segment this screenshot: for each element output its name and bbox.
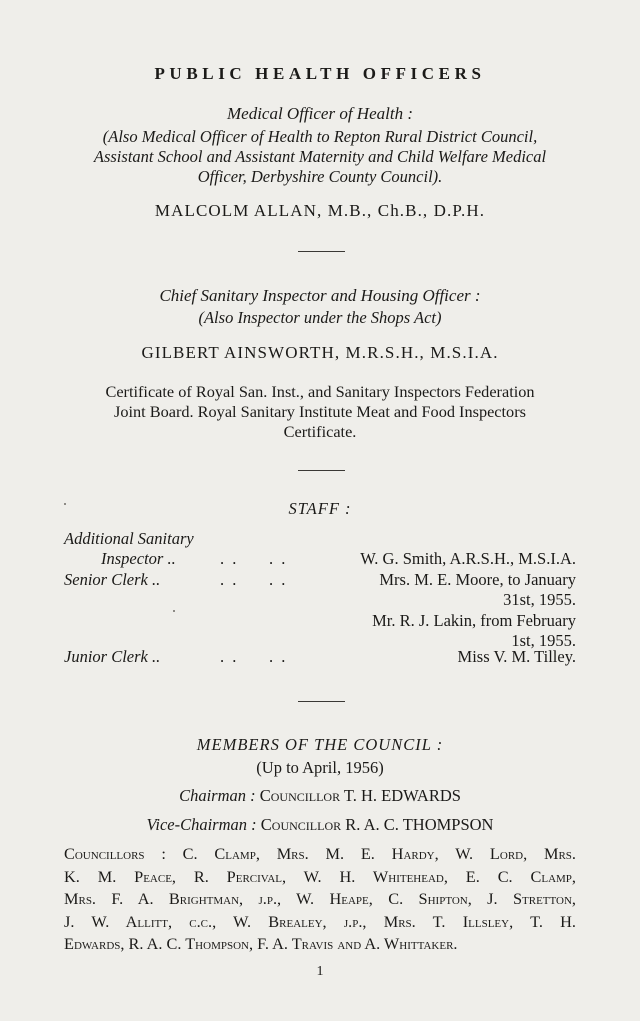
moh-note-line: Officer, Derbyshire County Council). (197, 167, 443, 186)
staff-title: STAFF : (288, 499, 352, 518)
chairman-line (0, 786, 640, 806)
staff-member (360, 549, 576, 569)
vice-chairman-line (0, 815, 640, 835)
councillors-line: Edwards, R. A. C. Thompson, F. A. Travis and A. Whittaker. (64, 934, 458, 953)
council-period: (Up to April, 1956) (256, 758, 384, 777)
chairman-name: Councillor T. H. EDWARDS (259, 786, 461, 805)
csi-title: Chief Sanitary Inspector and Housing Officer : (159, 286, 481, 305)
council-title: MEMBERS OF THE COUNCIL : (196, 735, 444, 754)
staff-member-line: Mrs. M. E. Moore, to January (379, 570, 576, 589)
csi-certificate-line: Certificate. (283, 422, 357, 441)
staff-role (64, 570, 160, 590)
staff-member-line: Mr. R. J. Lakin, from February (372, 611, 576, 630)
councillors-list (64, 843, 576, 956)
section-divider (298, 251, 345, 252)
page-heading: PUBLIC HEALTH OFFICERS (154, 64, 486, 83)
staff-role-line: Senior Clerk .. (64, 570, 161, 589)
section-divider (298, 470, 345, 471)
staff-role (64, 647, 160, 667)
councillors-line: K. M. Peace, R. Percival, W. H. Whitehead, E. C. Clamp, (64, 866, 576, 886)
leader-dots: . . . . (220, 647, 288, 666)
leader-dots: . . . . (220, 570, 288, 589)
moh-title: Medical Officer of Health : (226, 104, 413, 123)
section-divider (298, 701, 345, 702)
moh-name: MALCOLM ALLAN, M.B., Ch.B., D.P.H. (154, 201, 486, 220)
staff-role (64, 529, 194, 569)
staff-member (372, 611, 576, 651)
staff-member (379, 570, 576, 610)
csi-certificate (0, 382, 640, 442)
councillors-line: Councillors : C. Clamp, Mrs. M. E. Hardy, W. Lord, Mrs. (64, 844, 576, 863)
staff-role-line: Inspector .. (101, 549, 176, 568)
leader-dots: . . . . (220, 549, 288, 568)
print-speck (64, 503, 66, 505)
vice-chairman-name: Councillor R. A. C. THOMPSON (260, 815, 494, 834)
csi-certificate-line: Joint Board. Royal Sanitary Institute Meat and Food Inspectors (114, 402, 526, 421)
csi-name: GILBERT AINSWORTH, M.R.S.H., M.S.I.A. (141, 343, 499, 362)
csi-certificate-line: Certificate of Royal San. Inst., and Sanitary Inspectors Federation (105, 382, 535, 401)
chairman-label: Chairman : (179, 786, 256, 805)
staff-member-line: W. G. Smith, A.R.S.H., M.S.I.A. (360, 549, 576, 568)
csi-note: (Also Inspector under the Shops Act) (198, 308, 442, 327)
councillors-line: Mrs. F. A. Brightman, j.p., W. Heape, C. Shipton, J. Stretton, (64, 889, 576, 908)
moh-note-line: (Also Medical Officer of Health to Repton Rural District Council, (102, 127, 538, 146)
staff-member-line: 31st, 1955. (503, 590, 576, 609)
staff-role-line: Additional Sanitary (64, 529, 194, 548)
print-speck (173, 610, 175, 612)
staff-member-line: 1st, 1955. (511, 631, 576, 650)
staff-member (458, 647, 576, 667)
moh-note (0, 127, 640, 187)
vice-chairman-label: Vice-Chairman : (146, 815, 257, 834)
staff-member-line: Miss V. M. Tilley. (457, 647, 576, 666)
councillors-line: J. W. Allitt, c.c., W. Brealey, j.p., Mrs. T. Illsley, T. H. (64, 911, 576, 931)
staff-role-line: Junior Clerk .. (64, 647, 161, 666)
page-number: 1 (316, 964, 324, 979)
moh-note-line: Assistant School and Assistant Maternity and Child Welfare Medical (93, 147, 547, 166)
